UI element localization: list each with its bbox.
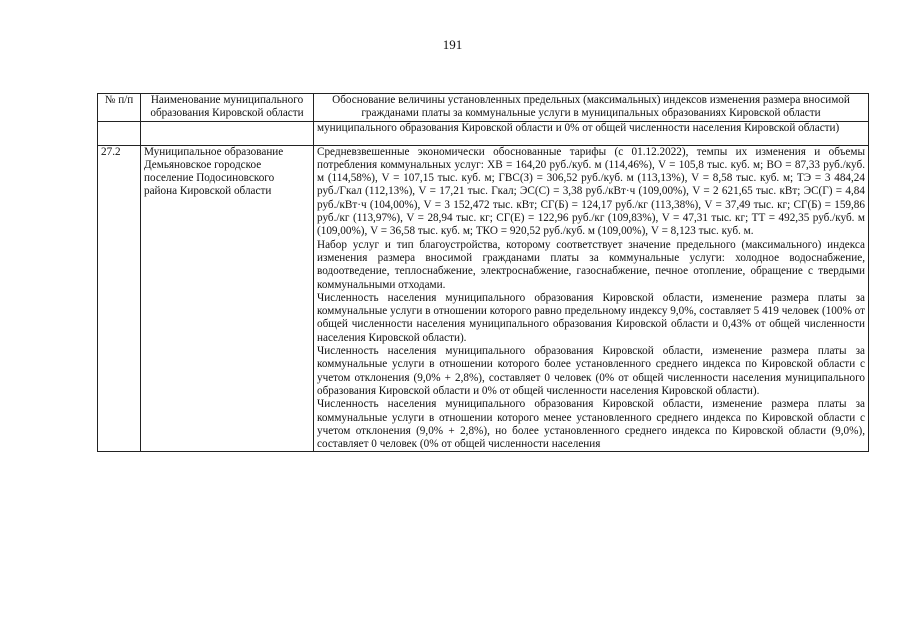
continuation-text: муниципального образования Кировской области и 0% от общей численности населения Кировской области) xyxy=(314,121,869,145)
paragraph-population-equal: Численность населения муниципального образования Кировской области, изменение размера платы за коммунальные услуги в отношении которого равно предельному индексу 9,0%, составляет 5 419 человек (100% от общей численности населения муниципального образования Кировской области и 0,43% от общей численности населения Кировской области). xyxy=(317,291,865,344)
row-justification xyxy=(314,145,869,452)
page-number: 191 xyxy=(442,37,463,52)
header-justification: Обоснование величины установленных предельных (максимальных) индексов изменения размера вносимой гражданами платы за коммунальные услуги в муниципальных образованиях Кировской области xyxy=(314,94,869,122)
paragraph-population-below: Численность населения муниципального образования Кировской области, изменение размера платы за коммунальные услуги в отношении которого менее установленного среднего индекса по Кировской области с учетом отклонения (9,0% + 2,8%), но более установленного среднего индекса по Кировской области (9,0%), составляет 0 человек (0% от общей численности населения xyxy=(317,398,865,451)
table-header-row xyxy=(98,94,869,122)
paragraph-services: Набор услуг и тип благоустройства, которому соответствует значение предельного (максимального) индекса изменения размера вносимой гражданами платы за коммунальные услуги: холодное водоснабжение, водоотведение, теплоснабжение, электроснабжение, газоснабжение, печное отопление, обращение с твердыми коммунальными отходами. xyxy=(317,238,865,291)
paragraph-population-above: Численность населения муниципального образования Кировской области, изменение размера платы за коммунальные услуги в отношении которого более установленного среднего индекса по Кировской области с учетом отклонения (9,0% + 2,8%), составляет 0 человек (0% от общей численности населения муниципального образования Кировской области и 0% от общей численности населения Кировской области). xyxy=(317,345,865,397)
header-municipality: Наименование муниципального образования Кировской области xyxy=(141,94,314,122)
continuation-row xyxy=(98,121,869,145)
header-number: № п/п xyxy=(98,94,141,122)
justification-table xyxy=(97,93,869,452)
paragraph-tariffs: Средневзвешенные экономически обоснованные тарифы (с 01.12.2022), темпы их изменения и объемы потребления коммунальных услуг: ХВ = 164,20 руб./куб. м (114,46%), V = 105,8 тыс. куб. м; ВО = 87,33 руб./куб. м (114,58%), V = 107,15 тыс. куб. м; ГВС(З) = 306,52 руб./куб. м (113,13%), V = 8,58 тыс. куб. м; ТЭ = 3 484,24 руб./Гкал (112,13%), V = 17,21 тыс. Гкал; ЭС(С) = 3,38 руб./кВт·ч (109,00%), V = 2 621,65 тыс. кВт; ЭС(Г) = 4,84 руб./кВт·ч (104,00%), V = 3 152,472 тыс. кВт; СГ(Б) = 124,17 руб./кг (113,38%), V = 37,49 тыс. кг; СГ(Б) = 159,86 руб./кг (113,97%), V = 28,94 тыс. кг; СГ(Е) = 122,96 руб./кг (109,83%), V = 47,31 тыс. кг; ТТ = 492,35 руб./куб. м (109,00%), V = 36,58 тыс. куб. м; ТКО = 920,52 руб./куб. м (109,00%), V = 8,123 тыс. куб. м. xyxy=(317,145,865,238)
continuation-mun-cell xyxy=(141,121,314,145)
row-number: 27.2 xyxy=(98,145,141,452)
table-row xyxy=(98,145,869,452)
continuation-num-cell xyxy=(98,121,141,145)
row-municipality: Муниципальное образование Демьяновское городское поселение Подосиновского района Кировской области xyxy=(141,145,314,452)
